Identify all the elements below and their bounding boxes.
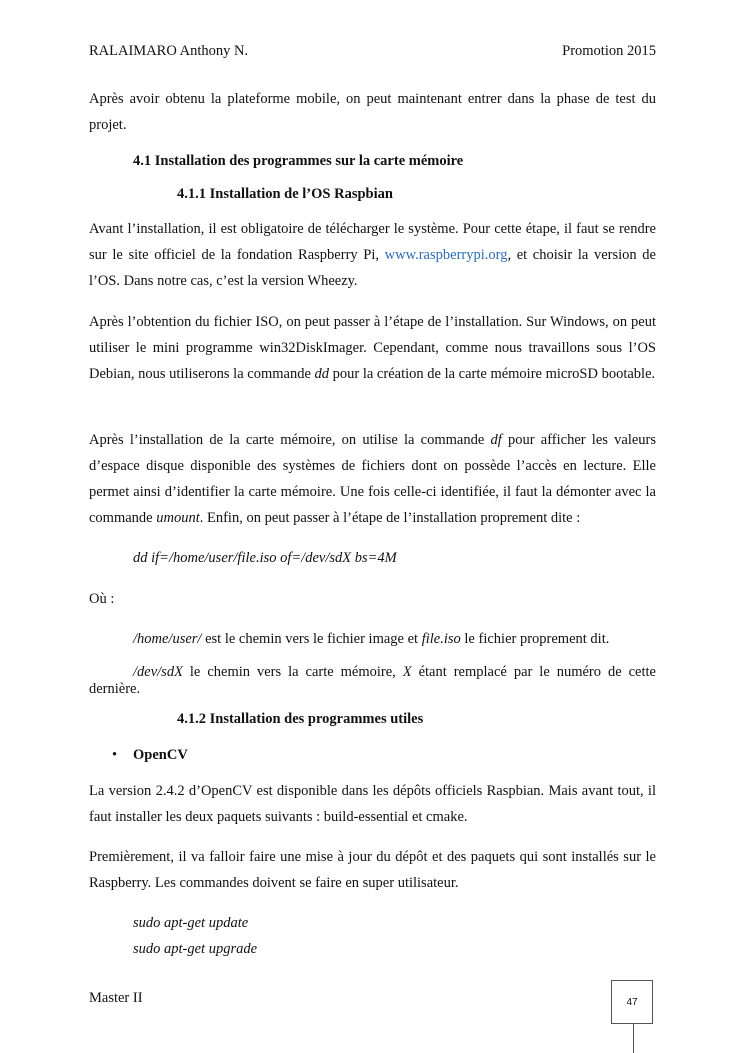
command-dd: dd if=/home/user/file.iso of=/dev/sdX bs=4M bbox=[133, 550, 397, 566]
path-file-iso: file.iso bbox=[421, 631, 461, 647]
command-update: sudo apt-get update bbox=[133, 915, 249, 931]
paragraph-text: . Enfin, on peut passer à l’étape de l’installation proprement dite : bbox=[199, 510, 581, 526]
where-dev-sdx bbox=[89, 664, 656, 698]
paragraph-df bbox=[89, 427, 656, 531]
paragraph-text: Après l’installation de la carte mémoire, on utilise la commande bbox=[89, 432, 491, 448]
where-text: étant remplacé par le numéro de cette dernière. bbox=[89, 664, 656, 697]
variable-x: X bbox=[402, 664, 412, 680]
section-heading-4-1: 4.1 Installation des programmes sur la carte mémoire bbox=[133, 153, 464, 169]
command-dd-inline: dd bbox=[314, 366, 330, 382]
where-text: le fichier proprement dit. bbox=[460, 631, 610, 647]
command-umount-inline: umount bbox=[156, 510, 200, 526]
where-home-user bbox=[89, 631, 656, 648]
page-number-line bbox=[633, 1024, 634, 1053]
paragraph-text: Avant l’installation, il est obligatoire de télécharger le système. Pour cette étape, il faut se rendre sur le site officiel de la fondation Raspberry Pi, bbox=[89, 221, 656, 263]
paragraph-text: , et choisir la version de l’OS. Dans notre cas, c’est la version Wheezy. bbox=[89, 247, 656, 289]
paragraph-download bbox=[89, 216, 656, 294]
bullet-opencv: OpenCV bbox=[133, 747, 188, 763]
paragraph-text: pour afficher les valeurs d’espace disque disponible des systèmes de fichiers dont on possède l’accès en lecture. Elle permet ainsi d’identifier la carte mémoire. Une fois celle-ci identifiée, il faut la démonter avec la commande bbox=[89, 432, 656, 526]
header-promotion: Promotion 2015 bbox=[562, 43, 656, 59]
command-upgrade: sudo apt-get upgrade bbox=[133, 941, 258, 957]
path-home-user: /home/user/ bbox=[133, 631, 202, 647]
where-text: est le chemin vers le fichier image et bbox=[201, 631, 422, 647]
header-author: RALAIMARO Anthony N. bbox=[89, 43, 249, 59]
raspberrypi-link[interactable]: www.raspberrypi.org bbox=[384, 247, 508, 263]
where-text: le chemin vers la carte mémoire, bbox=[182, 664, 403, 680]
paragraph-update: Premièrement, il va falloir faire une mise à jour du dépôt et des paquets qui sont installés sur le Raspberry. Les commandes doivent se faire en super utilisateur. bbox=[89, 849, 656, 891]
command-df-inline: df bbox=[490, 432, 502, 448]
paragraph-iso bbox=[89, 309, 656, 387]
bullet-icon: • bbox=[112, 747, 118, 763]
paragraph-text: Après l’obtention du fichier ISO, on peut passer à l’étape de l’installation. Sur Windows, on peut utiliser le mini programme win32DiskImager. Cependant, comme nous travaillons sous l’OS Debian, nous utiliserons la commande bbox=[89, 314, 656, 382]
page-number: 47 bbox=[626, 996, 638, 1008]
path-dev-sdx: /dev/sdX bbox=[133, 664, 183, 680]
page-number-box bbox=[611, 980, 653, 1024]
paragraph-text: pour la création de la carte mémoire microSD bootable. bbox=[329, 366, 656, 382]
paragraph-opencv: La version 2.4.2 d’OpenCV est disponible dans les dépôts officiels Raspbian. Mais avant tout, il faut installer les deux paquets suivants : build-essential et cmake. bbox=[89, 783, 656, 825]
ou-label: Où : bbox=[89, 591, 115, 607]
section-heading-4-1-1: 4.1.1 Installation de l’OS Raspbian bbox=[177, 186, 393, 202]
footer-label: Master II bbox=[89, 990, 143, 1006]
intro-paragraph: Après avoir obtenu la plateforme mobile, on peut maintenant entrer dans la phase de test du projet. bbox=[89, 91, 656, 133]
section-heading-4-1-2: 4.1.2 Installation des programmes utiles bbox=[177, 711, 424, 727]
